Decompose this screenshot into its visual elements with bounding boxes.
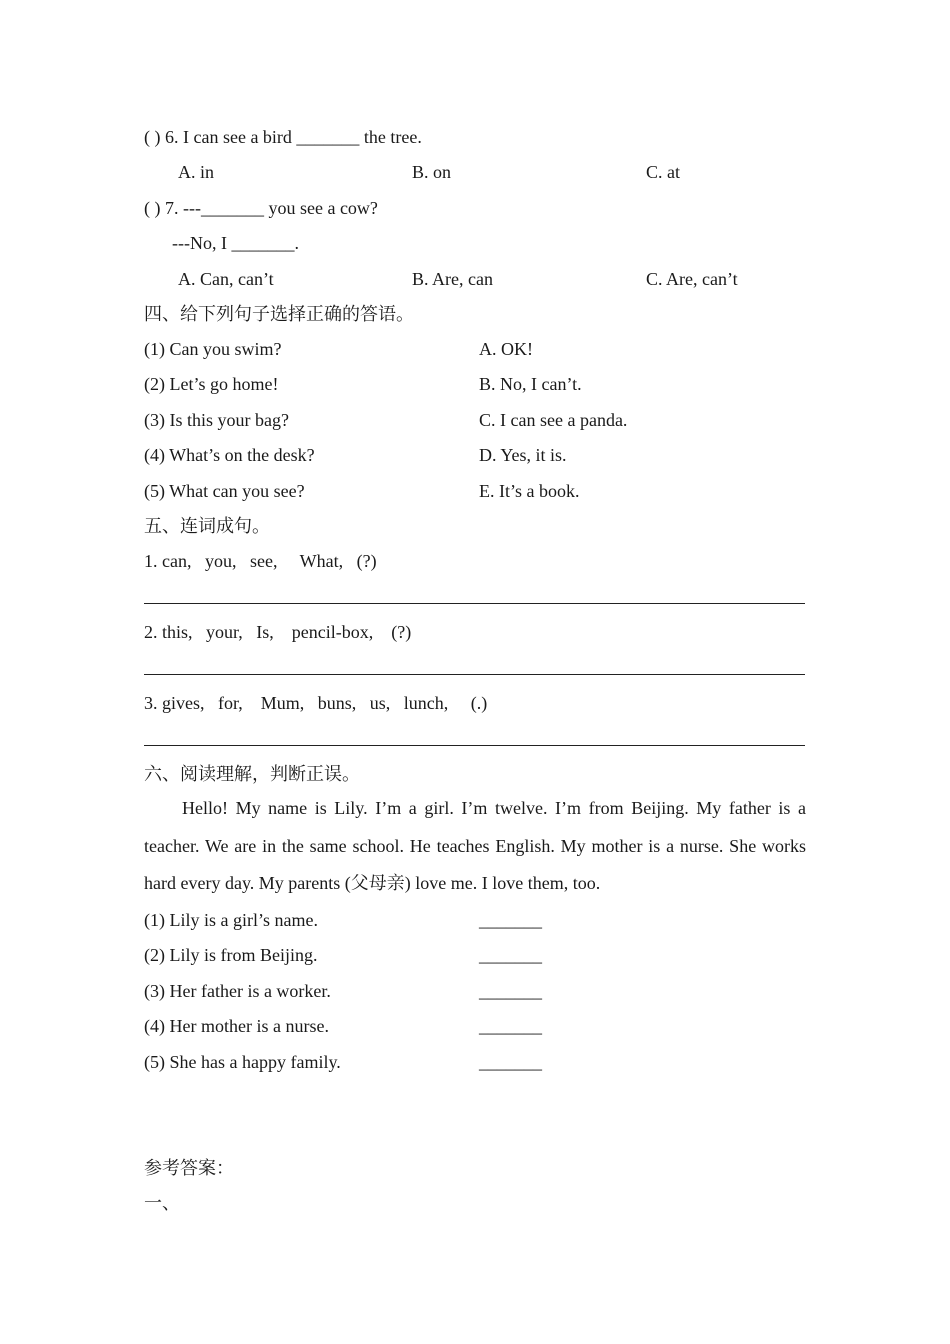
- s4-answer: D. Yes, it is.: [479, 445, 567, 465]
- reading-passage: Hello! My name is Lily. I’m a girl. I’m twelve. I’m from Beijing. My father is a teacher. We are in the same school. He teaches English. My mother is a nurse. She works hard every day. My parents (父母亲) love me. I love them, too.: [144, 798, 806, 893]
- s4-answer: A. OK!: [479, 339, 533, 359]
- q7-option-c: C. Are, can’t: [646, 269, 738, 289]
- s5-item-3: 3. gives, for, Mum, buns, us, lunch, (.): [144, 693, 488, 713]
- s4-question: (2) Let’s go home!: [144, 374, 279, 394]
- s6-statement: (3) Her father is a worker.: [144, 981, 331, 1001]
- s5-item-1: 1. can, you, see, What, (?): [144, 551, 377, 571]
- s6-statement: (5) She has a happy family.: [144, 1052, 341, 1072]
- q6-option-a: A. in: [178, 162, 214, 182]
- q6-option-c: C. at: [646, 162, 680, 182]
- section-4-heading: 四、给下列句子选择正确的答语。: [144, 304, 414, 324]
- question-6-stem: ( ) 6. I can see a bird _______ the tree.: [144, 127, 422, 147]
- s4-question: (4) What’s on the desk?: [144, 445, 315, 465]
- s4-question: (5) What can you see?: [144, 481, 305, 501]
- q7-option-a: A. Can, can’t: [178, 269, 274, 289]
- s4-question: (3) Is this your bag?: [144, 410, 289, 430]
- s4-answer: C. I can see a panda.: [479, 410, 628, 430]
- section-5-heading: 五、连词成句。: [144, 516, 270, 536]
- s4-question: (1) Can you swim?: [144, 339, 282, 359]
- section-6-heading: 六、阅读理解，判断正误。: [144, 764, 360, 784]
- answer-key-heading: 参考答案：: [144, 1158, 234, 1178]
- s6-statement: (2) Lily is from Beijing.: [144, 945, 318, 965]
- answer-blank: _______: [479, 910, 542, 930]
- answer-blank: _______: [479, 1016, 542, 1036]
- q6-option-b: B. on: [412, 162, 452, 182]
- question-7-stem: ( ) 7. ---_______ you see a cow?: [144, 198, 378, 218]
- s5-item-2: 2. this, your, Is, pencil-box, (?): [144, 622, 412, 642]
- s4-answer: E. It’s a book.: [479, 481, 580, 501]
- q7-option-b: B. Are, can: [412, 269, 493, 289]
- answer-blank: _______: [479, 981, 542, 1001]
- answer-line-2: [144, 674, 805, 675]
- question-7-reply: ---No, I _______.: [172, 233, 299, 253]
- answer-blank: _______: [479, 1052, 542, 1072]
- s6-statement: (1) Lily is a girl’s name.: [144, 910, 318, 930]
- s6-statement: (4) Her mother is a nurse.: [144, 1016, 329, 1036]
- answer-line-3: [144, 745, 805, 746]
- answer-line-1: [144, 603, 805, 604]
- answer-blank: _______: [479, 945, 542, 965]
- answer-key-part-1: 一、: [144, 1193, 180, 1213]
- s4-answer: B. No, I can’t.: [479, 374, 582, 394]
